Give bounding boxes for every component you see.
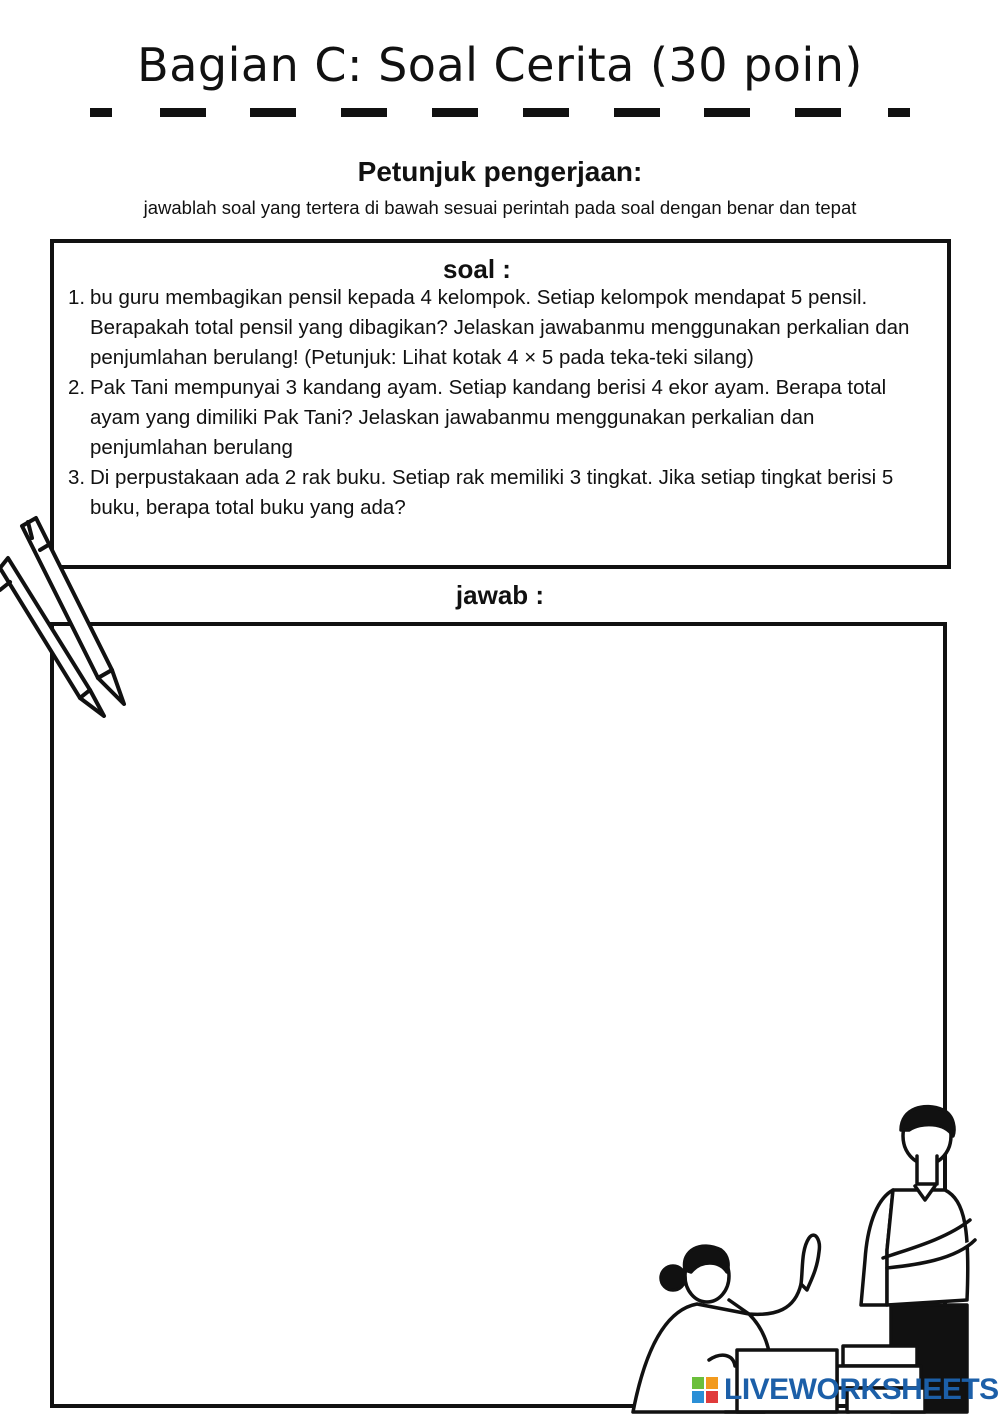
list-item [66, 283, 936, 373]
instructions-heading: Petunjuk pengerjaan: [357, 156, 643, 187]
teacher-student-illustration [625, 1100, 995, 1414]
instructions-text: jawablah soal yang tertera di bawah sesuai perintah pada soal dengan benar dan tepat [143, 197, 857, 218]
question-text: Pak Tani mempunyai 3 kandang ayam. Setiap kandang berisi 4 ekor ayam. Berapa total ayam yang dimiliki Pak Tani? Jelaskan jawabanmu menggunakan perkalian dan penjumlahan berulang [90, 376, 887, 459]
dashed-divider [90, 108, 910, 118]
answer-label: jawab : [455, 580, 545, 610]
list-item [66, 373, 936, 463]
question-label: soal : [443, 254, 511, 284]
question-text: Di perpustakaan ada 2 rak buku. Setiap rak memiliki 3 tingkat. Jika setiap tingkat berisi 5 buku, berapa total buku yang ada? [90, 466, 894, 519]
page-title: Bagian C: Soal Cerita (30 poin) [137, 38, 863, 92]
liveworksheets-logo-icon [690, 1375, 720, 1405]
liveworksheets-watermark [690, 1374, 999, 1406]
question-number: 3. [68, 466, 86, 489]
list-item [66, 463, 936, 523]
question-number: 1. [68, 286, 86, 309]
question-number: 2. [68, 376, 86, 399]
question-list [66, 283, 936, 523]
pencils-icon [0, 510, 140, 720]
watermark-text: LIVEWORKSHEETS [724, 1373, 999, 1406]
question-text: bu guru membagikan pensil kepada 4 kelompok. Setiap kelompok mendapat 5 pensil. Berapakah total pensil yang dibagikan? Jelaskan jawabanmu menggunakan perkalian dan penjumlahan berulang! (Petunjuk: Lihat kotak 4 × 5 pada teka-teki silang) [90, 286, 910, 369]
